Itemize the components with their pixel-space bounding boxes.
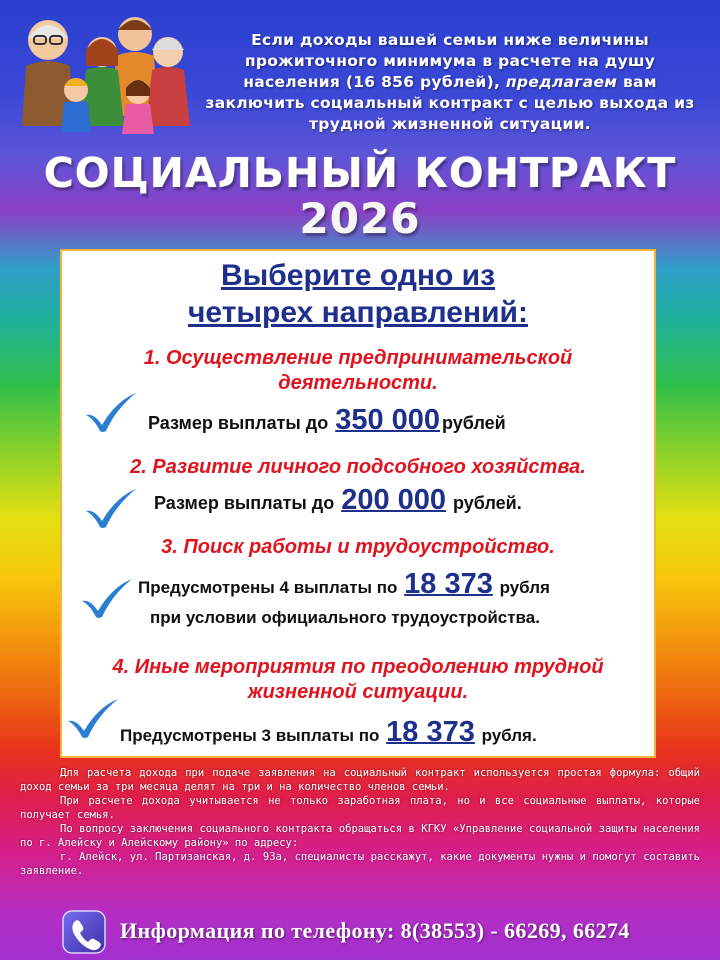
direction-1-payment [148,404,506,436]
intro-part1: Если доходы вашей семьи ниже величины прожиточного минимума в расчете на душу населения (16 856 рублей), [243,31,656,91]
info-paragraph-3: По вопросу заключения социального контракта обращаться в КГКУ «Управление социальной защиты населения по г. Алейску и Алейскому району» по адресу: [20,823,700,849]
card-heading [62,257,654,331]
direction-3-condition: при условии официального трудоустройства. [150,608,540,627]
direction-3-payment [138,568,550,601]
page-title [0,150,720,242]
direction-4-title: 4. Иные мероприятия по преодолению трудной жизненной ситуации. [112,656,604,703]
direction-2-amount: 200 000 [341,484,447,516]
direction-2-pay-prefix: Размер выплаты до [154,493,340,513]
direction-2-pay-suffix: рублей. [448,493,522,513]
direction-4-payment [120,716,537,749]
info-paragraph-4: г. Алейск, ул. Партизанская, д. 93а, специалисты расскажут, какие документы нужны и помогут составить заявление. [20,851,700,877]
checkmark-icon [66,699,118,739]
direction-3-title: 3. Поиск работы и трудоустройство. [161,536,555,558]
card-heading-line2: четырех направлений: [188,296,528,329]
direction-2-title: 2. Развитие личного подсобного хозяйства. [130,456,586,478]
direction-3-pay-suffix: рубля [494,578,550,597]
direction-4-pay-suffix: рубля. [476,726,537,745]
title-year: 2026 [299,194,421,243]
info-block [20,766,700,878]
direction-1-pay-suffix: рублей [442,413,506,433]
title-main: СОЦИАЛЬНЫЙ КОНТРАКТ [43,149,677,197]
direction-1-pay-prefix: Размер выплаты до [148,413,334,433]
direction-3-amount: 18 373 [404,568,493,600]
intro-emphasis: предлагаем [505,73,618,91]
direction-4-amount: 18 373 [386,716,475,748]
intro-text [200,30,700,135]
checkmark-icon [84,489,136,529]
directions-card [60,249,656,758]
direction-1-title: 1. Осуществление предпринимательской деятельности. [143,347,573,394]
direction-3-pay-prefix: Предусмотрены 4 выплаты по [138,578,403,597]
family-illustration [10,6,195,136]
phone-icon [62,910,106,954]
card-heading-line1: Выберите одно из [220,259,496,292]
phone-info: Информация по телефону: 8(38553) - 66269, 66274 [120,918,630,943]
checkmark-icon [80,579,132,619]
info-paragraph-2: При расчете дохода учитывается не только заработная плата, но и все социальные выплаты, которые получает семья. [20,795,700,821]
direction-4-pay-prefix: Предусмотрены 3 выплаты по [120,726,385,745]
direction-2-payment [154,484,522,516]
info-paragraph-1: Для расчета дохода при подаче заявления на социальный контракт используется простая формула: общий доход семьи за три месяца делят на три и на количество членов семьи. [20,767,700,793]
checkmark-icon [84,393,136,433]
intro-part2: вам заключить социальный контракт с целью выхода из трудной жизненной ситуации. [205,73,695,133]
direction-1-amount: 350 000 [335,404,441,436]
